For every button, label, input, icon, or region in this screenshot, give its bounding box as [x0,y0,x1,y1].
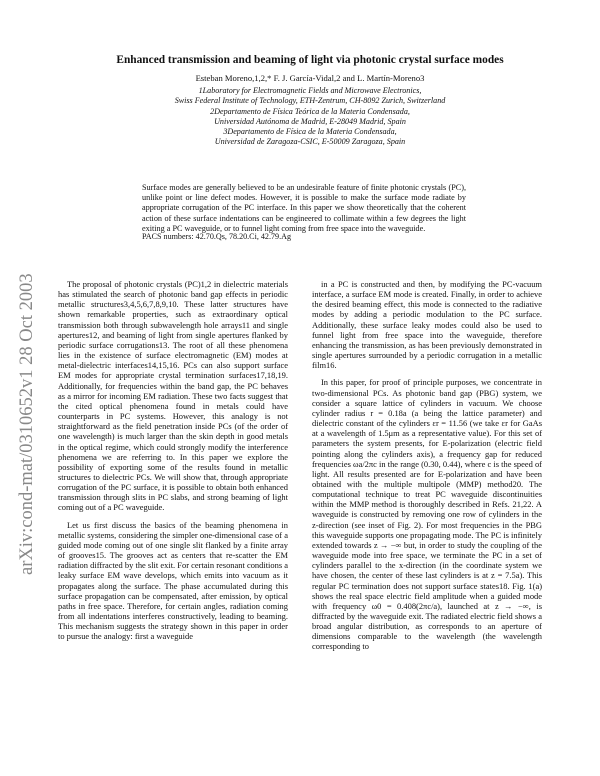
body-paragraph: The proposal of photonic crystals (PC)1,2 in dielectric materials has stimulated the search of photonic band gap effects in periodic metallic structures3,4,5,6,7,8,9,10. These latter structures have shown remarkable properties, such as extraordinary optical transmission both through subwavelength hole arrays11 and single apertures12, and beaming of light from single apertures flanked by periodic surface corrugations13. The root of all these phenomena lies in the existence of surface electromagnetic (EM) modes at metal-dielectric interfaces14,15,16. PCs can also support surface EM modes for appropriate crystal termination surfaces17,18,19. Additionally, for frequencies within the band gap, the PC behaves as a mirror for incoming EM radiation. These two facts suggest that the cited optical phenomena found in metals could have counterparts in PC systems. However, this analogy is not straightforward as the field penetration inside PCs (of the order of one wavelength) is much larger than the skin depth in good metals in the optical regime, which could strongly modify the interference phenomena we are referring to. In this paper we explore the possibility of exporting some of the results found in metallic structures to dielectric PCs. We will show that, through appropriate corrugation of the PC surface, it is possible to obtain both enhanced transmission through slits in PC slabs, and strong beaming of light coming out of a PC waveguide. [58,279,288,513]
affiliation-line: 1Laboratory for Electromagnetic Fields and Microwave Electronics, [198,86,422,95]
author-list: Esteban Moreno,1,2,* F. J. García-Vidal,2 and L. Martín-Moreno3 [195,73,425,83]
affiliation-line: 3Departamento de Física de la Materia Condensada, [223,127,397,137]
right-column [312,279,542,659]
left-column [58,279,288,648]
body-paragraph: In this paper, for proof of principle purposes, we concentrate in two-dimensional PCs. As photonic band gap (PBG) system, we consider a square lattice of cylinders in vacuum. We choose cylinder radius r = 0.18a (a being the lattice parameter) and dielectric constant of the cylinders εr = 11.56 (we take εr for GaAs at a wavelength of 1.5μm as a representative value). For this set of parameters the system presents, for E-polarization (electric field pointing along the cylinders axis), a frequency gap for reduced frequencies ωa/2πc in the range (0.30, 0.44), where c is the speed of light. All results presented are for E-polarization and have been obtained with the multiple multipole (MMP) method20. The computational technique to treat PC waveguide discontinuities within the MMP method is thoroughly described in Refs. 21,22. A waveguide is constructed by removing one row of cylinders in the z-direction (see inset of Fig. 2). For most frequencies in the PBG this waveguide supports one propagating mode. The PC is infinitely extended towards z → −∞ but, in order to study the coupling of the waveguide mode into free space, we terminate the PC in a set of cylinders parallel to the x-direction (in the coordinate system we have chosen, the center of these last cylinders is at z = 7.5a). This regular PC termination does not support surface states18. Fig. 1(a) shows the real space electric field amplitude when a guided mode with frequency ω0 = 0.408(2πc/a), launched at z → −∞, is diffracted by the waveguide exit. The radiated electric field shows a broad angular distribution, as corresponds to an aperture of dimensions comparable to the wavelength (the wavelength corresponding to [312,377,542,652]
body-paragraph: in a PC is constructed and then, by modifying the PC-vacuum interface, a surface EM mode is created. Finally, in order to achieve the desired beaming effect, this mode is connected to the radiative modes by adding a periodic modulation to the PC surface. Additionally, these surface leaky modes could also be used to funnel light from free space into the waveguide, therefore enhancing the transmission, as has been previously demonstrated in single apertures surrounded by a periodic corrugation in a metallic film16. [312,279,542,371]
body-paragraph: Let us first discuss the basics of the beaming phenomena in metallic systems, considering the simpler one-dimensional case of a guided mode coming out of one single slit flanked by a finite array of grooves15. The grooves act as centers that re-scatter the EM radiation diffracted by the slit exit. For certain resonant conditions a leaky surface EM wave develops, which emits into vacuum as it propagates along the surface. The phase accumulated during this surface propagation can be compensated, after emission, by optical paths in free space. Therefore, for certain angles, radiation coming from all indentations interferes constructively, leading to beaming. This mechanism suggests the strategy shown in this paper in order to pursue the analogy: first a waveguide [58,519,288,642]
affiliations [60,86,560,148]
affiliation-line: Swiss Federal Institute of Technology, ETH-Zentrum, CH-8092 Zurich, Switzerland [174,96,446,106]
affiliation-line: Universidad de Zaragoza-CSIC, E-50009 Zaragoza, Spain [214,137,406,147]
pacs-numbers: PACS numbers: 42.70.Qs, 78.20.Ci, 42.79.Ag [142,232,292,241]
affiliation-line: Universidad Autónoma de Madrid, E-28049 Madrid, Spain [214,116,406,126]
paper-title: Enhanced transmission and beaming of light via photonic crystal surface modes [116,54,504,66]
arxiv-id: arXiv:cond-mat/0310652v1 28 Oct 2003 [17,273,37,575]
affiliation-line: 2Departamento de Física Teórica de la Materia Condensada, [210,106,410,116]
arxiv-stamp [10,195,40,575]
abstract: Surface modes are generally believed to be an undesirable feature of finite photonic crystals (PC), unlike point or line defect modes. However, it is possible to make the surface mode radiate by appropriate corrugation of the PC interface. In this paper we show theoretically that the coherent action of these surface indentations can be engineered to collimate within a few degrees the light exiting a PC waveguide, or to funnel light coming from free space into the waveguide. [142,183,466,233]
